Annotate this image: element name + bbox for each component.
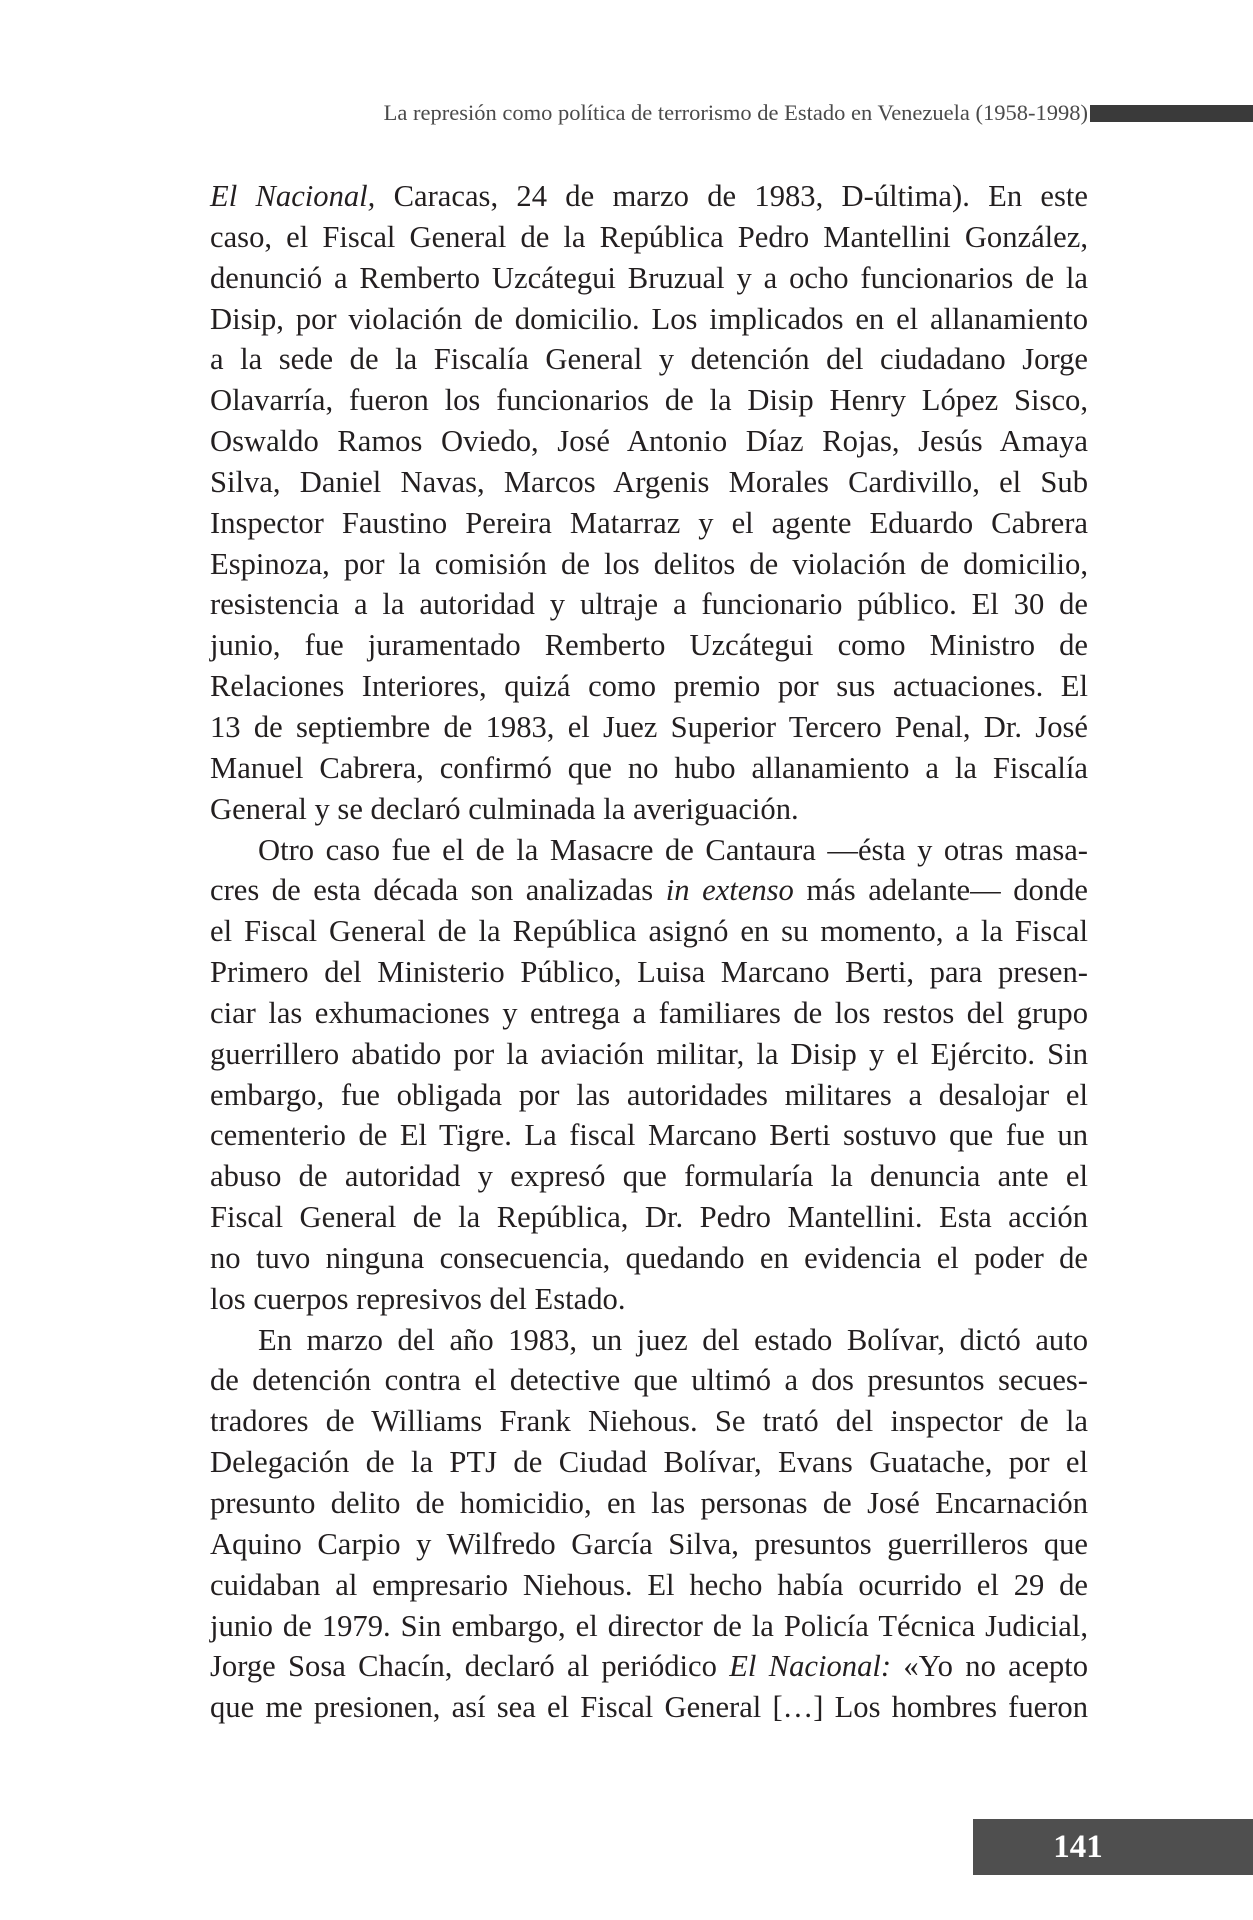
italic-segment: in extenso bbox=[665, 873, 794, 908]
text-segment: cuidaban al empresario Niehous. El hecho había ocurrido el 29 de bbox=[210, 1567, 1088, 1602]
text-line bbox=[210, 1687, 1088, 1728]
text-segment: Fiscal General de la República, Dr. Pedro Mantellini. Esta acción bbox=[210, 1200, 1088, 1235]
text-segment: de detención contra el detective que ultimó a dos presuntos secues- bbox=[210, 1363, 1088, 1398]
text-segment: caso, el Fiscal General de la República Pedro Mantellini González, bbox=[210, 219, 1088, 254]
text-line bbox=[210, 217, 1088, 258]
header-rule-bar bbox=[1090, 105, 1253, 122]
text-segment: presunto delito de homicidio, en las personas de José Encarnación bbox=[210, 1486, 1088, 1520]
text-line bbox=[210, 584, 1088, 625]
text-line bbox=[210, 666, 1088, 707]
text-line bbox=[210, 380, 1088, 421]
text-segment: guerrillero abatido por la aviación militar, la Disip y el Ejército. Sin bbox=[210, 1036, 1088, 1071]
text-segment: Disip, por violación de domicilio. Los implicados en el allanamiento bbox=[210, 301, 1088, 336]
italic-segment: El Nacional, bbox=[210, 179, 376, 213]
text-line bbox=[210, 1115, 1088, 1156]
text-line bbox=[210, 1197, 1088, 1238]
text-line bbox=[210, 1238, 1088, 1279]
body-text bbox=[210, 176, 1088, 1728]
text-line bbox=[210, 1034, 1088, 1075]
text-line bbox=[210, 1360, 1088, 1401]
text-line bbox=[210, 421, 1088, 462]
text-segment: cres de esta década son analizadas bbox=[210, 873, 666, 908]
text-segment: embargo, fue obligada por las autoridades militares a desalojar el bbox=[210, 1077, 1088, 1112]
text-line bbox=[210, 1075, 1088, 1116]
text-segment: resistencia a la autoridad y ultraje a funcionario público. El 30 de bbox=[210, 587, 1088, 622]
text-line bbox=[210, 1401, 1088, 1442]
text-line bbox=[210, 176, 1088, 217]
page-number-tab bbox=[973, 1819, 1253, 1875]
text-segment: el Fiscal General de la República asignó en su momento, a la Fiscal bbox=[210, 914, 1088, 949]
text-segment: que me presionen, así sea el Fiscal General […] Los hombres fueron bbox=[210, 1690, 1088, 1725]
text-line bbox=[210, 462, 1088, 503]
text-line bbox=[210, 544, 1088, 585]
text-line bbox=[210, 299, 1088, 340]
text-line bbox=[210, 707, 1088, 748]
text-segment: a la sede de la Fiscalía General y detención del ciudadano Jorge bbox=[210, 342, 1088, 377]
text-line bbox=[210, 993, 1088, 1034]
text-line bbox=[210, 1279, 1088, 1320]
text-segment: Delegación de la PTJ de Ciudad Bolívar, Evans Guatache, por el bbox=[210, 1445, 1088, 1480]
text-line bbox=[210, 503, 1088, 544]
text-line bbox=[210, 1565, 1088, 1606]
text-segment: En marzo del año 1983, un juez del estado Bolívar, dictó auto bbox=[258, 1322, 1088, 1357]
text-line bbox=[210, 870, 1088, 911]
text-line bbox=[210, 911, 1088, 952]
text-segment: Manuel Cabrera, confirmó que no hubo allanamiento a la Fiscalía bbox=[210, 750, 1088, 785]
text-line bbox=[210, 1524, 1088, 1565]
running-header-title: La represión como política de terrorismo de Estado en Venezuela (1958-1998) bbox=[383, 100, 1088, 125]
text-segment: Silva, Daniel Navas, Marcos Argenis Morales Cardivillo, el Sub bbox=[210, 464, 1088, 499]
text-segment: tradores de Williams Frank Niehous. Se trató del inspector de la bbox=[210, 1404, 1088, 1439]
text-segment: Jorge Sosa Chacín, declaró al periódico bbox=[210, 1649, 730, 1684]
text-segment: cementerio de El Tigre. La fiscal Marcano Berti sostuvo que fue un bbox=[210, 1118, 1088, 1153]
text-segment: General y se declaró culminada la averiguación. bbox=[210, 791, 799, 826]
text-segment: Otro caso fue el de la Masacre de Cantaura —ésta y otras masa- bbox=[258, 832, 1088, 867]
text-line bbox=[210, 625, 1088, 666]
text-line bbox=[210, 1646, 1088, 1687]
text-line bbox=[210, 952, 1088, 993]
text-segment: Oswaldo Ramos Oviedo, José Antonio Díaz Rojas, Jesús Amaya bbox=[210, 424, 1088, 459]
text-segment: los cuerpos represivos del Estado. bbox=[210, 1281, 626, 1316]
text-line bbox=[210, 1320, 1088, 1361]
italic-segment: El Nacional: bbox=[729, 1649, 892, 1684]
text-segment: 13 de septiembre de 1983, el Juez Superior Tercero Penal, Dr. José bbox=[210, 709, 1088, 744]
text-line bbox=[210, 830, 1088, 871]
text-line bbox=[210, 258, 1088, 299]
text-line bbox=[210, 339, 1088, 380]
text-line bbox=[210, 1483, 1088, 1524]
text-segment: Primero del Ministerio Público, Luisa Marcano Berti, para presen- bbox=[210, 955, 1088, 990]
text-segment: Olavarría, fueron los funcionarios de la Disip Henry López Sisco, bbox=[210, 383, 1088, 418]
running-header bbox=[0, 98, 1253, 128]
text-segment: denunció a Remberto Uzcátegui Bruzual y a ocho funcionarios de la bbox=[210, 260, 1088, 295]
text-segment: Caracas, 24 de marzo de 1983, D-última). En este bbox=[375, 179, 1088, 213]
text-segment: no tuvo ninguna consecuencia, quedando en evidencia el poder de bbox=[210, 1240, 1088, 1275]
text-segment: Espinoza, por la comisión de los delitos de violación de domicilio, bbox=[210, 546, 1088, 581]
text-segment: ciar las exhumaciones y entrega a familiares de los restos del grupo bbox=[210, 995, 1088, 1030]
text-segment: abuso de autoridad y expresó que formularía la denuncia ante el bbox=[210, 1159, 1088, 1194]
text-segment: «Yo no acepto bbox=[891, 1649, 1088, 1684]
text-line bbox=[210, 1156, 1088, 1197]
text-line bbox=[210, 748, 1088, 789]
page-number: 141 bbox=[1053, 1829, 1103, 1865]
text-line bbox=[210, 789, 1088, 830]
text-segment: más adelante— donde bbox=[793, 873, 1089, 908]
text-line bbox=[210, 1606, 1088, 1647]
text-segment: Relaciones Interiores, quizá como premio por sus actuaciones. El bbox=[210, 669, 1088, 704]
text-line bbox=[210, 1442, 1088, 1483]
text-segment: junio de 1979. Sin embargo, el director de la Policía Técnica Judicial, bbox=[210, 1608, 1088, 1643]
text-segment: junio, fue juramentado Remberto Uzcátegui como Ministro de bbox=[210, 628, 1088, 663]
text-segment: Aquino Carpio y Wilfredo García Silva, presuntos guerrilleros que bbox=[210, 1526, 1088, 1561]
text-segment: Inspector Faustino Pereira Matarraz y el agente Eduardo Cabrera bbox=[210, 505, 1088, 540]
